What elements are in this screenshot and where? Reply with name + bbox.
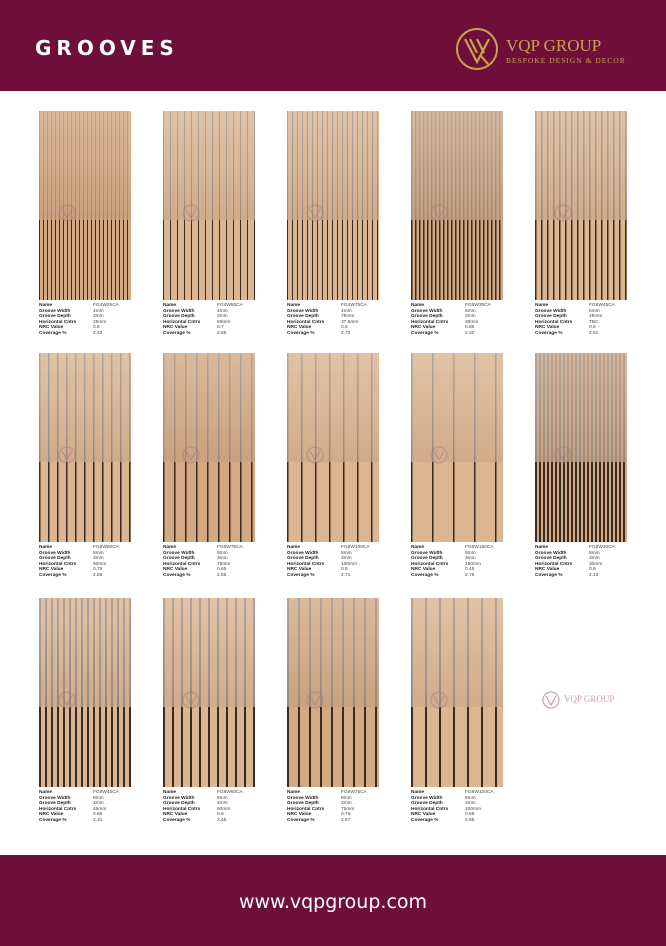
product-card bbox=[163, 353, 255, 579]
spec-row-coverage bbox=[287, 331, 379, 337]
spec-value: 0.65 bbox=[465, 812, 475, 818]
spec-value: 3mm bbox=[341, 556, 352, 562]
product-specs bbox=[163, 545, 255, 579]
spec-value: 2.51 bbox=[589, 330, 599, 336]
spec-label: Groove Depth bbox=[287, 801, 319, 807]
spec-label: Name bbox=[39, 303, 53, 308]
spec-value: 2.71 bbox=[341, 572, 351, 578]
product-panel-image bbox=[163, 598, 255, 787]
spec-label: Groove Depth bbox=[411, 314, 443, 320]
watermark-icon bbox=[305, 203, 365, 223]
spec-value: 3mm bbox=[465, 314, 476, 320]
spec-label: NRC Value bbox=[163, 812, 188, 818]
spec-value: 8mm bbox=[341, 795, 352, 801]
spec-label: Name bbox=[39, 790, 53, 795]
spec-value: 3mm bbox=[93, 314, 104, 320]
spec-value: 0.8 bbox=[217, 812, 224, 818]
product-specs bbox=[39, 790, 131, 824]
spec-label: Groove Depth bbox=[535, 314, 567, 320]
spec-label: Name bbox=[287, 303, 301, 308]
spec-value: 2.13 bbox=[589, 572, 599, 578]
spec-value: 3mm bbox=[341, 801, 352, 807]
product-specs bbox=[163, 790, 255, 824]
spec-label: Coverage % bbox=[411, 817, 439, 823]
spec-value: 75mm bbox=[341, 806, 355, 812]
product-card bbox=[287, 353, 379, 579]
watermark-icon bbox=[305, 445, 365, 465]
spec-label: NRC Value bbox=[535, 567, 560, 573]
spec-value: 3mm bbox=[465, 801, 476, 807]
product-card bbox=[535, 111, 627, 337]
spec-label: Name bbox=[39, 545, 53, 550]
spec-row-coverage bbox=[163, 818, 255, 824]
spec-value: FG8W75CA bbox=[341, 790, 367, 795]
spec-value: 4mm bbox=[341, 308, 352, 314]
page-footer bbox=[0, 855, 666, 946]
spec-row-coverage bbox=[411, 573, 503, 579]
spec-value: 0.85 bbox=[465, 325, 475, 331]
spec-label: Groove Width bbox=[163, 795, 195, 801]
spec-value: FG4W25CA bbox=[93, 303, 119, 308]
spec-label: Coverage % bbox=[163, 817, 191, 823]
spec-value: FG6W60CA bbox=[93, 545, 119, 550]
product-card bbox=[411, 598, 503, 824]
spec-label: Name bbox=[411, 545, 425, 550]
spec-value: 6mm bbox=[341, 550, 352, 556]
watermark-icon bbox=[553, 445, 613, 465]
spec-value: 30mm bbox=[589, 561, 603, 567]
spec-value: 3mm bbox=[93, 556, 104, 562]
spec-label: Groove Depth bbox=[287, 556, 319, 562]
spec-label: Groove Depth bbox=[39, 801, 71, 807]
spec-label: Coverage % bbox=[287, 330, 315, 336]
spec-label: Horizontal Cntrs bbox=[535, 561, 573, 567]
product-panel-image bbox=[287, 353, 379, 542]
watermark-logo bbox=[541, 690, 626, 712]
spec-value: 0.6 bbox=[341, 325, 348, 331]
spec-label: Horizontal Cntrs bbox=[163, 806, 201, 812]
spec-value: 150mm bbox=[465, 561, 481, 567]
spec-value: 2.32 bbox=[465, 330, 475, 336]
spec-value: 2.76 bbox=[465, 572, 475, 578]
watermark-icon bbox=[57, 445, 117, 465]
product-panel-image bbox=[287, 111, 379, 300]
spec-label: Groove Depth bbox=[39, 314, 71, 320]
spec-label: Coverage % bbox=[39, 817, 67, 823]
spec-label: Groove Width bbox=[163, 550, 195, 556]
watermark-icon bbox=[429, 203, 489, 223]
spec-label: Horizontal Cntrs bbox=[411, 806, 449, 812]
watermark-icon bbox=[57, 203, 117, 223]
spec-value: FG6W150CA bbox=[465, 545, 494, 550]
spec-label: Name bbox=[163, 303, 177, 308]
spec-label: Coverage % bbox=[535, 572, 563, 578]
spec-value: 4mm bbox=[217, 308, 228, 314]
spec-label: Horizontal Cntrs bbox=[39, 806, 77, 812]
product-panel-image bbox=[39, 353, 131, 542]
footer-website-link[interactable]: www.vqpgroup.com bbox=[238, 891, 428, 913]
spec-value: FG6W45CA bbox=[589, 303, 615, 308]
spec-value: FG8W30CA bbox=[589, 545, 615, 550]
spec-value: 4mm bbox=[93, 308, 104, 314]
spec-value: 8mm bbox=[217, 795, 228, 801]
spec-value: 6mm bbox=[465, 550, 476, 556]
product-card bbox=[163, 111, 255, 337]
product-specs bbox=[535, 545, 627, 579]
spec-value: 6mm bbox=[465, 308, 476, 314]
spec-value: 100mm bbox=[465, 806, 481, 812]
spec-label: Groove Depth bbox=[163, 556, 195, 562]
spec-value: 8mm bbox=[589, 550, 600, 556]
watermark-icon bbox=[429, 445, 489, 465]
spec-value: 3mm bbox=[589, 556, 600, 562]
vqp-logo-icon bbox=[454, 26, 500, 72]
spec-label: Horizontal Cntrs bbox=[163, 319, 201, 325]
spec-label: Groove Width bbox=[535, 308, 567, 314]
spec-label: NRC Value bbox=[39, 325, 64, 331]
product-card bbox=[535, 353, 627, 579]
spec-label: NRC Value bbox=[163, 567, 188, 573]
spec-label: Horizontal Cntrs bbox=[535, 319, 573, 325]
spec-value: 6mm bbox=[589, 308, 600, 314]
spec-row-coverage bbox=[39, 573, 131, 579]
spec-value: 2.65 bbox=[217, 572, 227, 578]
spec-label: Name bbox=[287, 790, 301, 795]
product-specs bbox=[163, 303, 255, 337]
spec-row-coverage bbox=[163, 331, 255, 337]
spec-value: 3mm bbox=[217, 801, 228, 807]
product-panel-image bbox=[411, 111, 503, 300]
spec-label: NRC Value bbox=[39, 567, 64, 573]
spec-label: Groove Width bbox=[411, 308, 443, 314]
spec-value: TBC bbox=[589, 319, 599, 325]
spec-value: 25mm bbox=[93, 319, 107, 325]
spec-label: Groove Width bbox=[535, 550, 567, 556]
spec-value: 60mm bbox=[93, 561, 107, 567]
spec-label: Coverage % bbox=[411, 572, 439, 578]
spec-value: 0.65 bbox=[217, 567, 227, 573]
spec-label: Name bbox=[163, 545, 177, 550]
spec-value: 0.8 bbox=[93, 325, 100, 331]
product-specs bbox=[411, 545, 503, 579]
spec-label: Groove Width bbox=[287, 550, 319, 556]
watermark-icon bbox=[181, 445, 241, 465]
spec-value: 100mm bbox=[341, 561, 357, 567]
spec-value: 3mm bbox=[93, 801, 104, 807]
spec-value: 75mm bbox=[217, 561, 231, 567]
product-specs bbox=[287, 303, 379, 337]
product-specs bbox=[535, 303, 627, 337]
spec-value: FG6W100CA bbox=[341, 545, 370, 550]
spec-label: Coverage % bbox=[163, 330, 191, 336]
product-panel-image bbox=[411, 598, 503, 787]
spec-label: Name bbox=[411, 303, 425, 308]
spec-row-coverage bbox=[411, 331, 503, 337]
spec-value: 2.43 bbox=[93, 330, 103, 336]
product-specs bbox=[39, 545, 131, 579]
spec-row-coverage bbox=[163, 573, 255, 579]
spec-label: Horizontal Cntrs bbox=[411, 319, 449, 325]
watermark-icon bbox=[553, 203, 613, 223]
product-panel-image bbox=[39, 111, 131, 300]
spec-value: 37.5mm bbox=[341, 319, 359, 325]
spec-label: Coverage % bbox=[411, 330, 439, 336]
product-specs bbox=[287, 545, 379, 579]
spec-row-coverage bbox=[287, 818, 379, 824]
product-panel-image bbox=[287, 598, 379, 787]
watermark-icon bbox=[305, 690, 365, 710]
spec-value: 2.65 bbox=[217, 330, 227, 336]
watermark-icon bbox=[181, 203, 241, 223]
product-card bbox=[411, 353, 503, 579]
watermark-icon bbox=[181, 690, 241, 710]
product-card bbox=[163, 598, 255, 824]
page-title: GROOVES bbox=[35, 36, 179, 60]
spec-value: 2.59 bbox=[93, 572, 103, 578]
spec-label: Coverage % bbox=[39, 330, 67, 336]
spec-value: 0.9 bbox=[589, 567, 596, 573]
spec-label: Horizontal Cntrs bbox=[163, 561, 201, 567]
product-panel-image bbox=[163, 353, 255, 542]
logo-name: VQP GROUP bbox=[506, 36, 602, 55]
spec-value: 2.45 bbox=[217, 817, 227, 823]
spec-label: NRC Value bbox=[411, 325, 436, 331]
spec-value: FG8W60CA bbox=[217, 790, 243, 795]
spec-label: Horizontal Cntrs bbox=[287, 561, 325, 567]
spec-value: 2.73 bbox=[341, 330, 351, 336]
spec-label: Groove Depth bbox=[39, 556, 71, 562]
product-specs bbox=[39, 303, 131, 337]
spec-row-coverage bbox=[39, 331, 131, 337]
watermark-icon bbox=[541, 690, 561, 710]
watermark-icon bbox=[429, 690, 489, 710]
product-panel-image bbox=[535, 353, 627, 542]
spec-value: 0.7 bbox=[217, 325, 224, 331]
page-header bbox=[0, 0, 666, 91]
spec-value: 45mm bbox=[589, 314, 603, 320]
spec-label: Groove Width bbox=[287, 795, 319, 801]
spec-label: Groove Width bbox=[163, 308, 195, 314]
spec-value: FG4W50CA bbox=[217, 303, 243, 308]
spec-label: Groove Depth bbox=[163, 314, 195, 320]
spec-label: NRC Value bbox=[411, 812, 436, 818]
spec-label: NRC Value bbox=[287, 325, 312, 331]
spec-value: 0.45 bbox=[465, 567, 475, 573]
spec-value: FG6W30CA bbox=[465, 303, 491, 308]
product-specs bbox=[411, 790, 503, 824]
spec-label: Groove Depth bbox=[287, 314, 319, 320]
spec-value: FG8W45CA bbox=[93, 790, 119, 795]
spec-value: 45mm bbox=[93, 806, 107, 812]
spec-value: 0.75 bbox=[341, 812, 351, 818]
spec-label: Groove Width bbox=[411, 795, 443, 801]
product-specs bbox=[411, 303, 503, 337]
spec-label: Groove Width bbox=[39, 308, 71, 314]
product-card bbox=[287, 598, 379, 824]
spec-row-coverage bbox=[535, 573, 627, 579]
spec-value: FG6W75CA bbox=[217, 545, 243, 550]
product-specs bbox=[287, 790, 379, 824]
spec-value: 2.65 bbox=[465, 817, 475, 823]
spec-value: FG8W100CA bbox=[465, 790, 494, 795]
spec-value: 8mm bbox=[93, 795, 104, 801]
spec-row-coverage bbox=[535, 331, 627, 337]
spec-value: 60mm bbox=[217, 806, 231, 812]
spec-label: Coverage % bbox=[163, 572, 191, 578]
product-card bbox=[411, 111, 503, 337]
spec-row-coverage bbox=[411, 818, 503, 824]
spec-label: Name bbox=[163, 790, 177, 795]
spec-value: 75mm bbox=[341, 314, 355, 320]
product-panel-image bbox=[39, 598, 131, 787]
spec-label: Name bbox=[535, 545, 549, 550]
spec-value: FG4W75CA bbox=[341, 303, 367, 308]
spec-label: Coverage % bbox=[287, 817, 315, 823]
spec-value: 50mm bbox=[217, 319, 231, 325]
spec-label: Groove Width bbox=[411, 550, 443, 556]
product-card bbox=[39, 353, 131, 579]
spec-label: NRC Value bbox=[287, 567, 312, 573]
spec-row-coverage bbox=[287, 573, 379, 579]
spec-value: 3mm bbox=[465, 556, 476, 562]
product-panel-image bbox=[163, 111, 255, 300]
spec-label: Name bbox=[535, 303, 549, 308]
spec-label: Coverage % bbox=[535, 330, 563, 336]
spec-label: Name bbox=[287, 545, 301, 550]
spec-label: Groove Width bbox=[39, 550, 71, 556]
spec-value: 0.75 bbox=[93, 567, 103, 573]
spec-label: Coverage % bbox=[39, 572, 67, 578]
spec-label: Groove Depth bbox=[411, 801, 443, 807]
spec-value: 0.85 bbox=[93, 812, 103, 818]
spec-label: NRC Value bbox=[411, 567, 436, 573]
spec-label: Horizontal Cntrs bbox=[411, 561, 449, 567]
product-card bbox=[287, 111, 379, 337]
product-panel-image bbox=[411, 353, 503, 542]
watermark-icon bbox=[57, 690, 117, 710]
product-panel-image bbox=[535, 111, 627, 300]
spec-label: Horizontal Cntrs bbox=[287, 806, 325, 812]
spec-label: Groove Depth bbox=[163, 801, 195, 807]
spec-label: Horizontal Cntrs bbox=[39, 319, 77, 325]
product-card bbox=[39, 598, 131, 824]
spec-label: Name bbox=[411, 790, 425, 795]
spec-label: Groove Width bbox=[39, 795, 71, 801]
spec-label: Coverage % bbox=[287, 572, 315, 578]
spec-value: 6mm bbox=[93, 550, 104, 556]
spec-value: 0.8 bbox=[589, 325, 596, 331]
spec-label: Groove Width bbox=[287, 308, 319, 314]
spec-value: 6mm bbox=[217, 550, 228, 556]
spec-label: Horizontal Cntrs bbox=[39, 561, 77, 567]
spec-value: 3mm bbox=[217, 314, 228, 320]
product-card bbox=[39, 111, 131, 337]
spec-value: 0.6 bbox=[341, 567, 348, 573]
spec-row-coverage bbox=[39, 818, 131, 824]
spec-value: 2.31 bbox=[93, 817, 103, 823]
spec-label: NRC Value bbox=[163, 325, 188, 331]
spec-label: Horizontal Cntrs bbox=[287, 319, 325, 325]
spec-value: 2.57 bbox=[341, 817, 351, 823]
spec-label: Groove Depth bbox=[535, 556, 567, 562]
vqp-logo bbox=[454, 26, 634, 76]
watermark-text: VQP GROUP bbox=[564, 694, 615, 704]
spec-label: NRC Value bbox=[535, 325, 560, 331]
spec-label: NRC Value bbox=[287, 812, 312, 818]
spec-value: 30mm bbox=[465, 319, 479, 325]
spec-label: Groove Depth bbox=[411, 556, 443, 562]
spec-value: 3mm bbox=[217, 556, 228, 562]
spec-label: NRC Value bbox=[39, 812, 64, 818]
logo-tagline: BESPOKE DESIGN & DECOR bbox=[506, 56, 626, 65]
spec-value: 8mm bbox=[465, 795, 476, 801]
